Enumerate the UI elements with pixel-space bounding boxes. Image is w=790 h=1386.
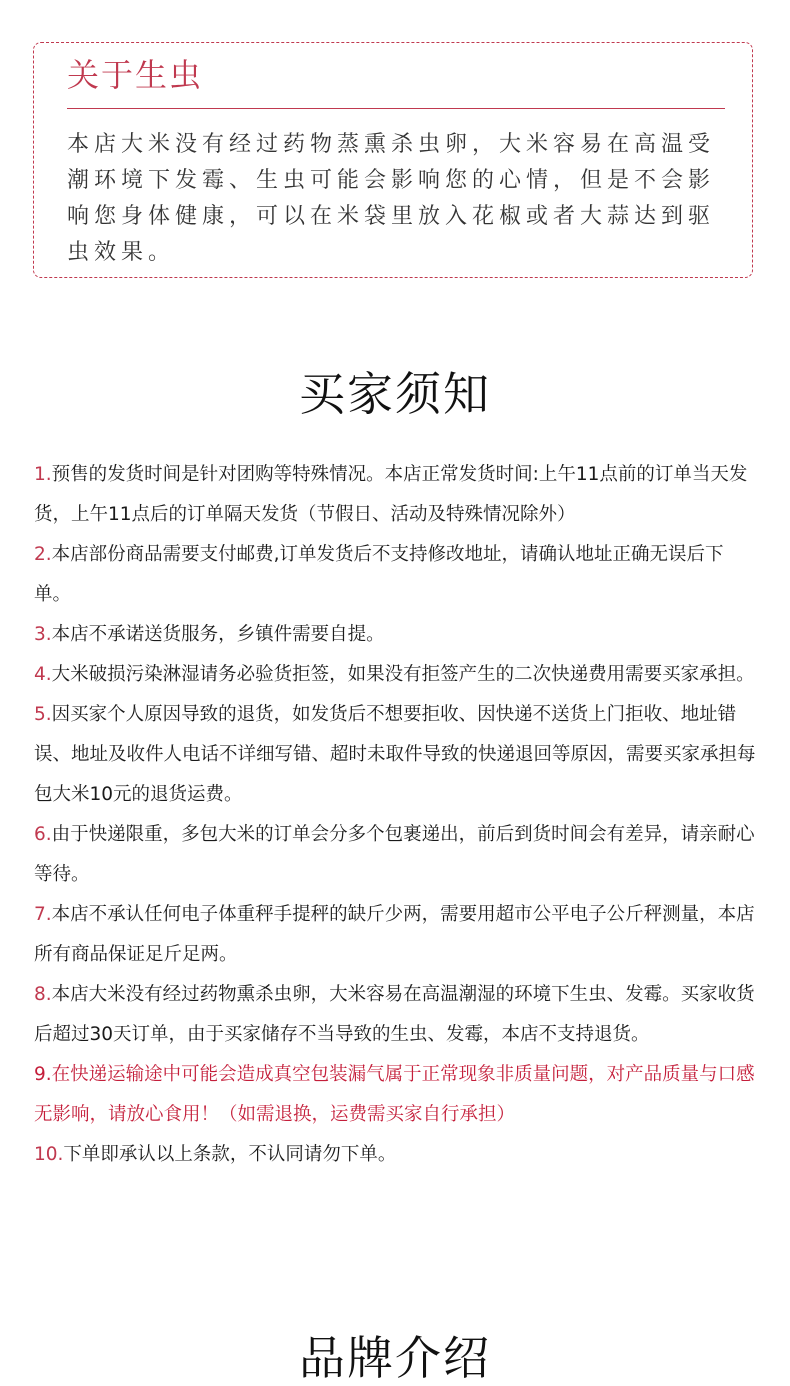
bug-notice-body: 本店大米没有经过药物蒸熏杀虫卵，大米容易在高温受潮环境下发霉、生虫可能会影响您的心情，但是不会影响您身体健康，可以在米袋里放入花椒或者大蒜达到驱虫效果。 <box>67 132 716 265</box>
term-item <box>34 655 760 695</box>
term-number: 2. <box>34 544 52 565</box>
term-number: 5. <box>34 704 52 725</box>
term-item <box>34 535 760 615</box>
term-number: 3. <box>34 624 52 645</box>
term-item <box>34 895 760 975</box>
term-number: 1. <box>34 464 52 485</box>
term-item <box>34 815 760 895</box>
term-text: 预售的发货时间是针对团购等特殊情况。本店正常发货时间:上午11点前的订单当天发货，上午11点后的订单隔天发货（节假日、活动及特殊情况除外） <box>34 464 748 525</box>
term-number: 4. <box>34 664 52 685</box>
term-text: 本店大米没有经过药物熏杀虫卵，大米容易在高温潮湿的环境下生虫、发霉。买家收货后超过30天订单，由于买家储存不当导致的生虫、发霉，本店不支持退货。 <box>34 984 755 1045</box>
term-item <box>34 1055 760 1135</box>
term-text: 下单即承认以上条款，不认同请勿下单。 <box>63 1144 397 1165</box>
buyer-notice-heading: 买家须知 <box>299 367 491 421</box>
term-item <box>34 975 760 1055</box>
term-text: 本店不承诺送货服务，乡镇件需要自提。 <box>51 624 385 645</box>
term-text: 因买家个人原因导致的退货，如发货后不想要拒收、因快递不送货上门拒收、地址错误、地址及收件人电话不详细写错、超时未取件导致的快递退回等原因，需要买家承担每包大米10元的退货运费。 <box>34 704 756 805</box>
term-item <box>34 695 760 815</box>
term-item <box>34 455 760 535</box>
term-number: 9. <box>34 1064 52 1085</box>
term-item <box>34 1135 760 1175</box>
bug-notice-title: 关于生虫 <box>67 56 204 94</box>
term-text: 本店不承认任何电子体重秤手提秤的缺斤少两，需要用超市公平电子公斤秤测量，本店所有商品保证足斤足两。 <box>34 904 755 965</box>
term-number: 10. <box>34 1144 64 1165</box>
brand-intro-heading: 品牌介绍 <box>299 1331 491 1385</box>
term-text: 本店部份商品需要支付邮费,订单发货后不支持修改地址，请确认地址正确无误后下单。 <box>34 544 724 605</box>
term-number: 7. <box>34 904 52 925</box>
buyer-terms-list <box>34 455 760 1175</box>
bug-notice-box <box>33 42 753 278</box>
term-text: 大米破损污染淋湿请务必验货拒签，如果没有拒签产生的二次快递费用需要买家承担。 <box>51 664 755 685</box>
term-text: 在快递运输途中可能会造成真空包装漏气属于正常现象非质量问题，对产品质量与口感无影响，请放心食用！（如需退换，运费需买家自行承担） <box>34 1064 755 1125</box>
bug-notice-divider <box>67 108 725 109</box>
term-item <box>34 615 760 655</box>
term-text: 由于快递限重，多包大米的订单会分多个包裹递出，前后到货时间会有差异，请亲耐心等待。 <box>34 824 755 885</box>
term-number: 8. <box>34 984 52 1005</box>
term-number: 6. <box>34 824 52 845</box>
